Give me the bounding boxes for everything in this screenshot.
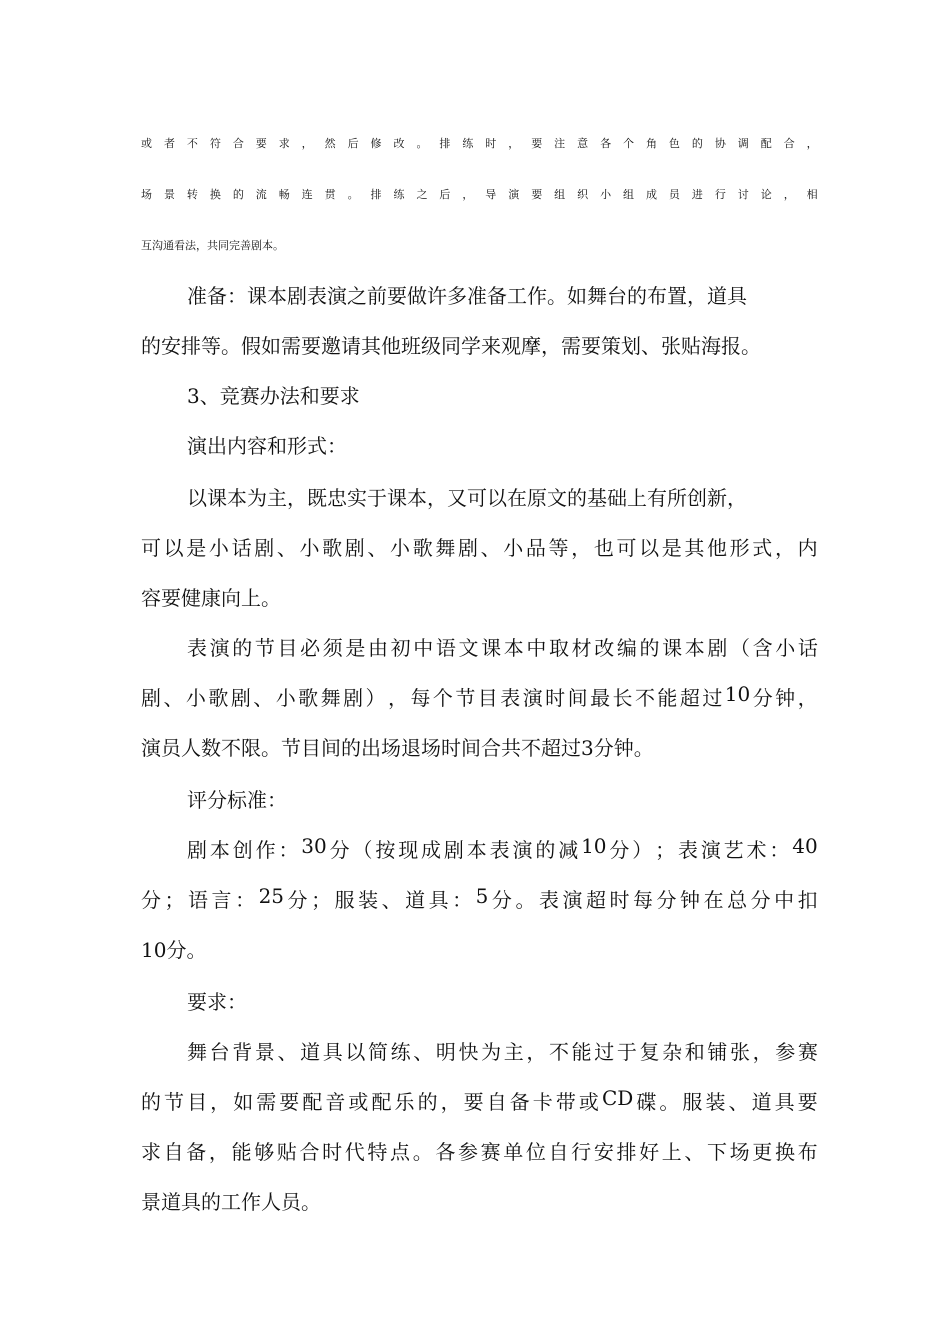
paragraph-rules-line-2: 剧 、 小 歌 剧 、 小 歌 舞 剧 ） ， 每 个 节 目 表 演 时 间 最 长 不 能 超 过 10 分 钟 ， bbox=[141, 682, 818, 710]
paragraph-preparation-line-1: 准备：课本剧表演之前要做许多准备工作。如舞台的布置，道具 bbox=[187, 284, 747, 308]
paragraph-requirements-line-2: 的 节 目 ， 如 需 要 配 音 或 配 乐 的 ， 要 自 备 卡 带 或 CD 碟 。 服 装 、 道 具 要 bbox=[141, 1086, 818, 1114]
subheading-requirements: 要求： bbox=[187, 990, 247, 1014]
paragraph-content-line-2: 可 以 是 小 话 剧 、 小 歌 剧 、 小 歌 舞 剧 、 小 品 等 ， 也 可 以 是 其 他 形 式 ， 内 bbox=[141, 536, 818, 560]
subheading-scoring: 评分标准： bbox=[187, 788, 287, 812]
paragraph-scoring-line-1: 剧 本 创 作 ： 30 分 （ 按 现 成 剧 本 表 演 的 减 10 分 ） ； 表 演 艺 术 ： 40 bbox=[187, 834, 818, 862]
paragraph-requirements-line-3: 求 自 备 ， 能 够 贴 合 时 代 特 点 。 各 参 赛 单 位 自 行 安 排 好 上 、 下 场 更 换 布 bbox=[141, 1140, 818, 1164]
paragraph-requirements-line-1: 舞 台 背 景 、 道 具 以 简 练 、 明 快 为 主 ， 不 能 过 于 复 杂 和 铺 张 ， 参 赛 bbox=[187, 1040, 818, 1064]
paragraph-content-line-1: 以课本为主，既忠实于课本，又可以在原文的基础上有所创新， bbox=[187, 486, 747, 510]
text-line-3: 互沟通看法，共同完善剧本。 bbox=[141, 239, 284, 252]
paragraph-rules-line-3: 演员人数不限。节目间的出场退场时间合共不超过3分钟。 bbox=[141, 736, 654, 760]
text-line-2: 场 景 转 换 的 流 畅 连 贯 。 排 练 之 后 ， 导 演 要 组 织 小 组 成 员 进 行 讨 论 ， 相 bbox=[141, 188, 818, 201]
paragraph-scoring-line-3: 10分。 bbox=[141, 938, 207, 962]
paragraph-scoring-line-2: 分 ； 语 言 ： 25 分 ； 服 装 、 道 具 ： 5 分 。 表 演 超 时 每 分 钟 在 总 分 中 扣 bbox=[141, 884, 818, 912]
paragraph-content-line-3: 容要健康向上。 bbox=[141, 586, 281, 610]
subheading-content-form: 演出内容和形式： bbox=[187, 434, 347, 458]
text-line-1: 或 者 不 符 合 要 求 ， 然 后 修 改 。 排 练 时 ， 要 注 意 各 个 角 色 的 协 调 配 合 ， bbox=[141, 137, 818, 150]
paragraph-rules-line-1: 表 演 的 节 目 必 须 是 由 初 中 语 文 课 本 中 取 材 改 编 的 课 本 剧 （ 含 小 话 bbox=[187, 636, 818, 660]
paragraph-preparation-line-2: 的安排等。假如需要邀请其他班级同学来观摩，需要策划、张贴海报。 bbox=[141, 334, 761, 358]
paragraph-requirements-line-4: 景道具的工作人员。 bbox=[141, 1190, 321, 1214]
section-heading: 3、竞赛办法和要求 bbox=[187, 384, 360, 408]
